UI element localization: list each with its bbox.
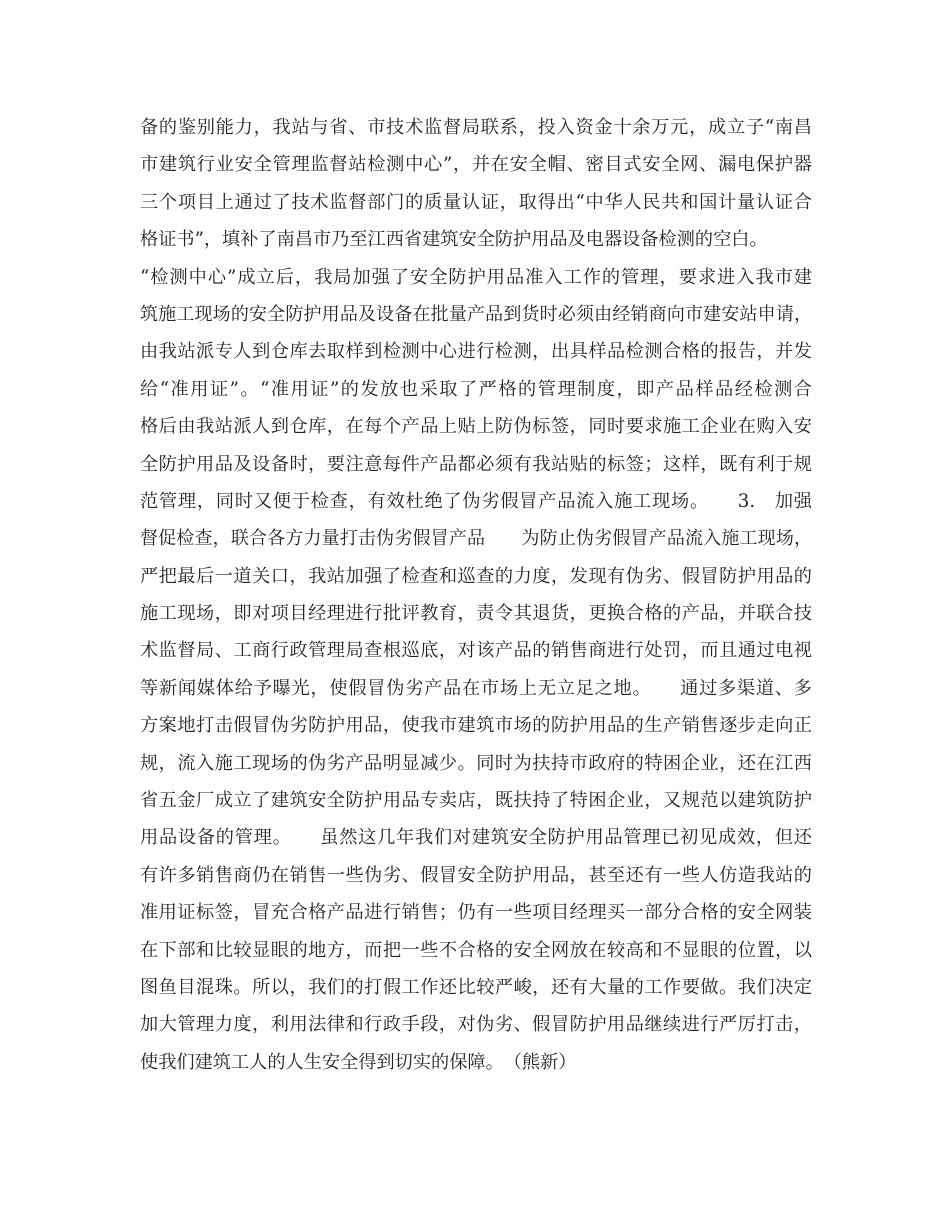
text-line: 施工现场，即对项目经理进行批评教育，责令其退货，更换合格的产品，并联合技 xyxy=(140,603,812,625)
text-line: 准用证标签，冒充合格产品进行销售；仍有一些项目经理买一部分合格的安全网装 xyxy=(140,902,812,924)
text-line: 范管理，同时又便于检查，有效杜绝了伪劣假冒产品流入施工现场。 3. 加强 xyxy=(140,490,812,512)
text-line: 给“准用证”。“准用证”的发放也采取了严格的管理制度，即产品样品经检测合 xyxy=(140,378,812,400)
text-line: 严把最后一道关口，我站加强了检查和巡查的力度，发现有伪劣、假冒防护用品的 xyxy=(140,565,812,587)
text-line: 由我站派专人到仓库去取样到检测中心进行检测，出具样品检测合格的报告，并发 xyxy=(140,341,812,363)
text-line: 用品设备的管理。 虽然这几年我们对建筑安全防护用品管理已初见成效，但还 xyxy=(140,827,812,849)
text-line: 全防护用品及设备时，要注意每件产品都必须有我站贴的标签；这样，既有利于规 xyxy=(140,453,812,475)
text-line: 等新闻媒体给予曝光，使假冒伪劣产品在市场上无立足之地。 通过多渠道、多 xyxy=(140,677,812,699)
body-text xyxy=(140,109,812,1081)
text-line: 有许多销售商仍在销售一些伪劣、假冒安全防护用品，甚至还有一些人仿造我站的 xyxy=(140,864,812,886)
text-line: 格后由我站派人到仓库，在每个产品上贴上防伪标签，同时要求施工企业在购入安 xyxy=(140,416,812,438)
text-line: 市建筑行业安全管理监督站检测中心”，并在安全帽、密目式安全网、漏电保护器 xyxy=(140,154,812,176)
text-line: “检测中心”成立后，我局加强了安全防护用品准入工作的管理，要求进入我市建 xyxy=(140,266,812,288)
text-line: 加大管理力度，利用法律和行政手段，对伪劣、假冒防护用品继续进行严厉打击， xyxy=(140,1014,812,1036)
text-line: 图鱼目混珠。所以，我们的打假工作还比较严峻，还有大量的工作要做。我们决定 xyxy=(140,976,812,998)
text-line: 省五金厂成立了建筑安全防护用品专卖店，既扶持了特困企业，又规范以建筑防护 xyxy=(140,790,812,812)
text-line: 筑施工现场的安全防护用品及设备在批量产品到货时必须由经销商向市建安站申请， xyxy=(140,303,812,325)
text-line: 方案地打击假冒伪劣防护用品，使我市建筑市场的防护用品的生产销售逐步走向正 xyxy=(140,715,812,737)
text-line: 格证书”，填补了南昌市乃至江西省建筑安全防护用品及电器设备检测的空白。 xyxy=(140,229,768,251)
text-line: 在下部和比较显眼的地方，而把一些不合格的安全网放在较高和不显眼的位置，以 xyxy=(140,939,812,961)
text-line: 督促检查，联合各方力量打击伪劣假冒产品 为防止伪劣假冒产品流入施工现场， xyxy=(140,528,812,550)
text-line: 三个项目上通过了技术监督部门的质量认证，取得出“中华人民共和国计量认证合 xyxy=(140,191,812,213)
text-line: 术监督局、工商行政管理局查根巡底，对该产品的销售商进行处罚，而且通过电视 xyxy=(140,640,812,662)
text-line-last: 使我们建筑工人的人生安全得到切实的保障。 （熊新） xyxy=(140,1051,577,1073)
text-line: 备的鉴别能力，我站与省、市技术监督局联系，投入资金十余万元，成立子“南昌 xyxy=(140,117,812,138)
text-line: 规，流入施工现场的伪劣产品明显减少。同时为扶持市政府的特困企业，还在江西 xyxy=(140,752,812,774)
